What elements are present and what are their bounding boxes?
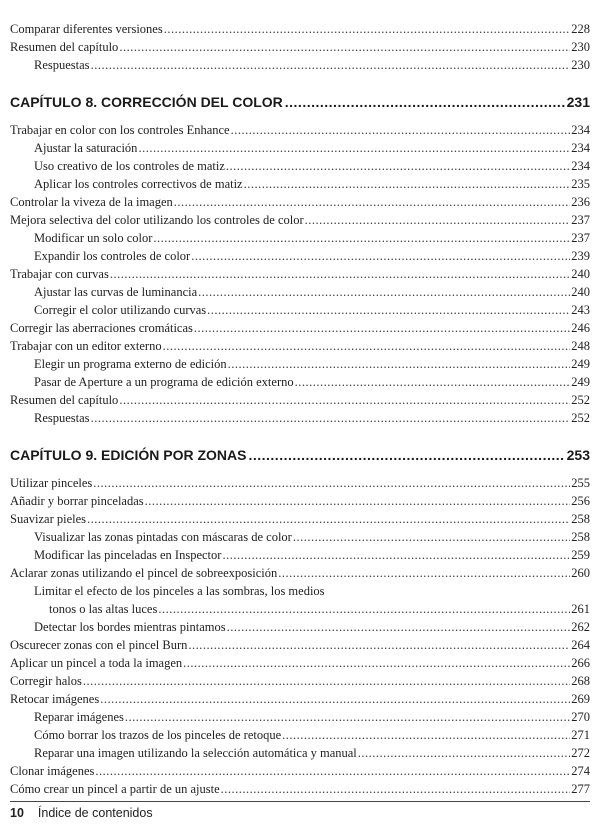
toc-subentry-continuation xyxy=(49,602,590,617)
toc-entry xyxy=(10,321,590,336)
entry-page: 249 xyxy=(571,375,590,389)
entry-label: Controlar la viveza de la imagen xyxy=(10,195,173,209)
entry-page: 230 xyxy=(571,40,590,54)
entry-page: 270 xyxy=(571,710,590,724)
entry-page: 272 xyxy=(571,746,590,760)
entry-page: 248 xyxy=(571,339,590,353)
leader-dots xyxy=(227,620,571,635)
entry-page: 246 xyxy=(571,321,590,335)
leader-dots xyxy=(221,782,571,797)
toc-subentry xyxy=(34,375,590,390)
toc-entry xyxy=(10,782,590,797)
toc-subentry xyxy=(34,548,590,563)
leader-dots xyxy=(93,476,570,491)
toc-subentry xyxy=(34,584,590,599)
leader-dots xyxy=(188,638,570,653)
entry-label: Reparar imágenes xyxy=(34,710,124,724)
leader-dots xyxy=(207,303,570,318)
entry-page: 252 xyxy=(571,411,590,425)
leader-dots xyxy=(293,530,570,545)
toc-entry xyxy=(10,638,590,653)
toc-entry xyxy=(10,393,590,408)
entry-page: 271 xyxy=(571,728,590,742)
entry-label: Cómo borrar los trazos de los pinceles de retoque xyxy=(34,728,282,742)
entry-label: Mejora selectiva del color utilizando los controles de color xyxy=(10,213,304,227)
entry-label: Modificar las pinceladas en Inspector xyxy=(34,548,222,562)
entry-label: Corregir el color utilizando curvas xyxy=(34,303,207,317)
entry-label: Cómo crear un pincel a partir de un ajuste xyxy=(10,782,220,796)
entry-label: Trabajar en color con los controles Enhance xyxy=(10,123,230,137)
entry-page: 243 xyxy=(571,303,590,317)
entry-label: Limitar el efecto de los pinceles a las sombras, los medios xyxy=(34,584,325,598)
entry-label: Aplicar los controles correctivos de matiz xyxy=(34,177,243,191)
entry-page: 262 xyxy=(571,620,590,634)
leader-dots xyxy=(119,393,570,408)
entry-label: Reparar una imagen utilizando la selección automática y manual xyxy=(34,746,357,760)
toc-subentry xyxy=(34,530,590,545)
leader-dots xyxy=(87,512,570,527)
footer-divider xyxy=(10,801,590,802)
entry-label: Pasar de Aperture a un programa de edición externo xyxy=(34,375,294,389)
entry-page: 258 xyxy=(571,512,590,526)
leader-dots xyxy=(138,141,570,156)
leader-dots xyxy=(164,22,571,37)
chapter-page: 231 xyxy=(566,94,590,110)
leader-dots xyxy=(244,177,571,192)
entry-page: 261 xyxy=(571,602,590,616)
leader-dots xyxy=(83,674,570,689)
entry-label: Expandir los controles de color xyxy=(34,249,191,263)
entry-page: 264 xyxy=(571,638,590,652)
entry-page: 260 xyxy=(571,566,590,580)
toc-entry xyxy=(10,512,590,527)
entry-page: 258 xyxy=(571,530,590,544)
entry-page: 234 xyxy=(571,123,590,137)
entry-page: 234 xyxy=(571,159,590,173)
entry-page: 239 xyxy=(571,249,590,263)
entry-label: Retocar imágenes xyxy=(10,692,100,706)
leader-dots xyxy=(119,40,570,55)
toc-subentry xyxy=(34,58,590,73)
leader-dots xyxy=(100,692,570,707)
entry-label: Ajustar la saturación xyxy=(34,141,138,155)
toc-entry xyxy=(10,22,590,37)
toc-subentry xyxy=(34,710,590,725)
leader-dots xyxy=(358,746,570,761)
entry-label: Resumen del capítulo xyxy=(10,40,119,54)
chapter-title: CAPÍTULO 8. CORRECCIÓN DEL COLOR xyxy=(10,94,283,110)
toc-entry xyxy=(10,476,590,491)
toc-subentry xyxy=(34,728,590,743)
entry-label: Trabajar con un editor externo xyxy=(10,339,162,353)
chapter-title: CAPÍTULO 9. EDICIÓN POR ZONAS xyxy=(10,447,247,463)
leader-dots xyxy=(222,548,570,563)
entry-page: 268 xyxy=(571,674,590,688)
entry-page: 259 xyxy=(571,548,590,562)
leader-dots xyxy=(231,123,571,138)
toc-subentry xyxy=(34,231,590,246)
toc-entry xyxy=(10,656,590,671)
leader-dots xyxy=(125,710,570,725)
leader-dots xyxy=(110,267,570,282)
leader-dots xyxy=(153,231,570,246)
leader-dots xyxy=(285,93,565,111)
entry-page: 256 xyxy=(571,494,590,508)
leader-dots xyxy=(163,339,571,354)
entry-label: Utilizar pinceles xyxy=(10,476,93,490)
entry-page: 234 xyxy=(571,141,590,155)
chapter-page: 253 xyxy=(566,447,590,463)
leader-dots xyxy=(191,249,570,264)
toc-subentry xyxy=(34,159,590,174)
toc-entry xyxy=(10,764,590,779)
toc-subentry xyxy=(34,357,590,372)
entry-label: Corregir las aberraciones cromáticas xyxy=(10,321,193,335)
entry-label: Aplicar un pincel a toda la imagen xyxy=(10,656,183,670)
entry-label: Suavizar pieles xyxy=(10,512,87,526)
toc-entry xyxy=(10,494,590,509)
entry-label: Clonar imágenes xyxy=(10,764,95,778)
entry-label: tonos o las altas luces xyxy=(49,602,158,616)
leader-dots xyxy=(198,285,570,300)
entry-label: Modificar un solo color xyxy=(34,231,153,245)
toc-entry xyxy=(10,195,590,210)
entry-label: Detectar los bordes mientras pintamos xyxy=(34,620,226,634)
entry-page: 277 xyxy=(571,782,590,796)
entry-label: Añadir y borrar pinceladas xyxy=(10,494,144,508)
toc-subentry xyxy=(34,285,590,300)
leader-dots xyxy=(158,602,570,617)
leader-dots xyxy=(278,566,570,581)
toc-subentry xyxy=(34,746,590,761)
entry-label: Ajustar las curvas de luminancia xyxy=(34,285,198,299)
entry-label: Respuestas xyxy=(34,58,90,72)
entry-label: Elegir un programa externo de edición xyxy=(34,357,227,371)
leader-dots xyxy=(282,728,570,743)
leader-dots xyxy=(248,446,564,464)
leader-dots xyxy=(305,213,571,228)
entry-label: Respuestas xyxy=(34,411,90,425)
entry-label: Oscurecer zonas con el pincel Burn xyxy=(10,638,188,652)
toc-subentry xyxy=(34,141,590,156)
entry-page: 249 xyxy=(571,357,590,371)
entry-page: 255 xyxy=(571,476,590,490)
toc-entry xyxy=(10,40,590,55)
toc-entry xyxy=(10,674,590,689)
toc-entry xyxy=(10,692,590,707)
footer-page-number: 10 xyxy=(10,806,24,820)
entry-page: 252 xyxy=(571,393,590,407)
entry-page: 240 xyxy=(571,267,590,281)
leader-dots xyxy=(91,58,571,73)
entry-page: 274 xyxy=(571,764,590,778)
toc-subentry xyxy=(34,303,590,318)
entry-page: 237 xyxy=(571,213,590,227)
entry-page: 235 xyxy=(571,177,590,191)
chapter-heading xyxy=(10,93,590,111)
entry-page: 240 xyxy=(571,285,590,299)
entry-label: Visualizar las zonas pintadas con máscaras de color xyxy=(34,530,292,544)
leader-dots xyxy=(228,357,571,372)
page-footer xyxy=(10,806,153,820)
entry-page: 269 xyxy=(571,692,590,706)
toc-entry xyxy=(10,123,590,138)
entry-page: 266 xyxy=(571,656,590,670)
leader-dots xyxy=(295,375,571,390)
entry-label: Uso creativo de los controles de matiz xyxy=(34,159,225,173)
leader-dots xyxy=(95,764,570,779)
entry-label: Trabajar con curvas xyxy=(10,267,109,281)
leader-dots xyxy=(194,321,570,336)
entry-label: Corregir halos xyxy=(10,674,82,688)
toc-subentry xyxy=(34,249,590,264)
toc-entry xyxy=(10,566,590,581)
leader-dots xyxy=(226,159,570,174)
toc-entry xyxy=(10,267,590,282)
entry-page: 230 xyxy=(571,58,590,72)
entry-page: 236 xyxy=(571,195,590,209)
entry-page: 228 xyxy=(571,22,590,36)
chapter-heading xyxy=(10,446,590,464)
toc-entry xyxy=(10,339,590,354)
entry-label: Resumen del capítulo xyxy=(10,393,119,407)
leader-dots xyxy=(183,656,570,671)
entry-label: Comparar diferentes versiones xyxy=(10,22,163,36)
footer-title: Índice de contenidos xyxy=(37,806,153,820)
leader-dots xyxy=(145,494,571,509)
toc-subentry xyxy=(34,620,590,635)
toc-entry xyxy=(10,213,590,228)
toc-subentry xyxy=(34,411,590,426)
toc-subentry xyxy=(34,177,590,192)
entry-page: 237 xyxy=(571,231,590,245)
leader-dots xyxy=(91,411,571,426)
entry-label: Aclarar zonas utilizando el pincel de sobreexposición xyxy=(10,566,278,580)
leader-dots xyxy=(174,195,570,210)
